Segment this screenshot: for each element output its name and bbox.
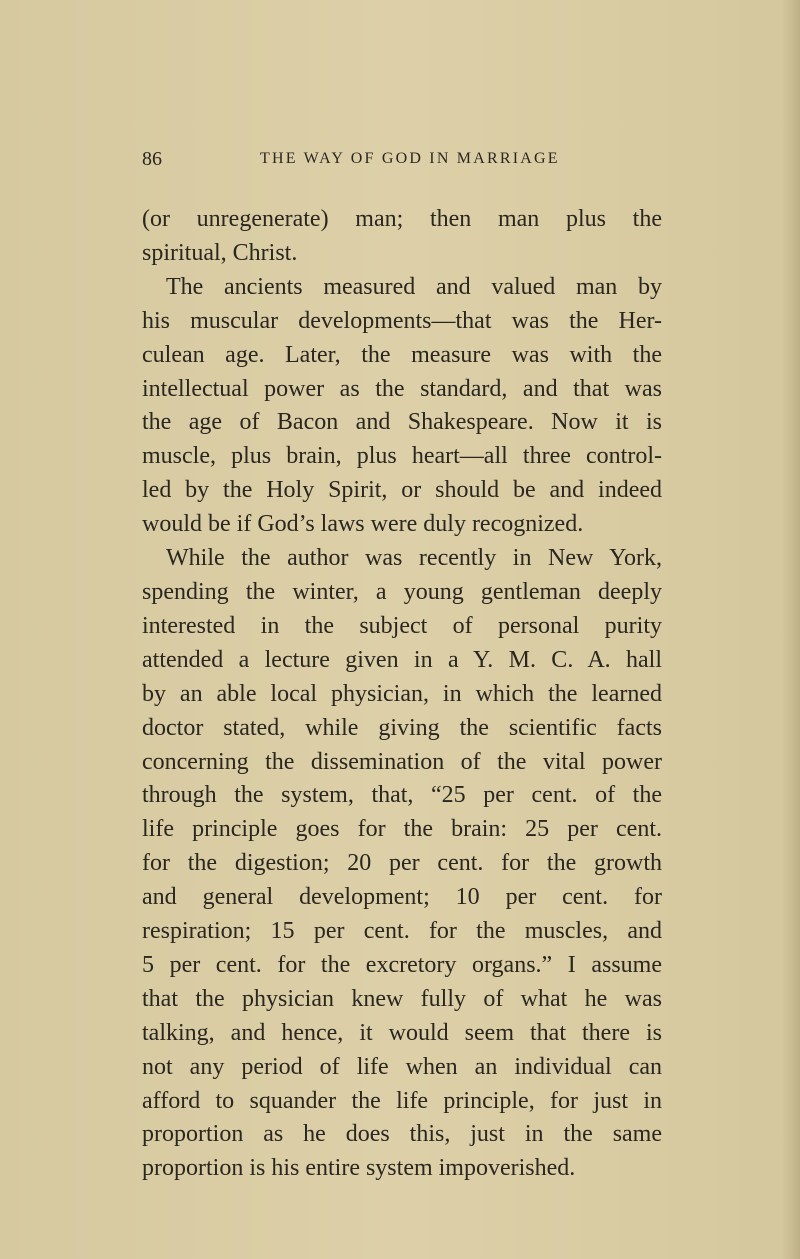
- text-line: concerning the dissemination of the vital power: [142, 748, 662, 775]
- body-text: [142, 203, 662, 1186]
- text-line: and general development; 10 per cent. for: [142, 884, 662, 911]
- text-line: not any period of life when an individual can: [142, 1053, 662, 1080]
- text-line: through the system, that, “25 per cent. of the: [142, 782, 662, 809]
- text-line: would be if God’s laws were duly recognized.: [142, 511, 584, 538]
- text-line: The ancients measured and valued man by: [166, 273, 662, 300]
- running-head: [142, 148, 672, 174]
- text-line: the age of Bacon and Shakespeare. Now it is: [142, 409, 662, 436]
- text-line: by an able local physician, in which the learned: [142, 680, 662, 707]
- text-line: for the digestion; 20 per cent. for the growth: [142, 850, 662, 877]
- text-line: led by the Holy Spirit, or should be and indeed: [142, 477, 662, 504]
- text-line: attended a lecture given in a Y. M. C. A. hall: [142, 646, 662, 673]
- text-line: proportion as he does this, just in the same: [142, 1121, 662, 1148]
- running-title: THE WAY OF GOD IN MARRIAGE: [260, 150, 560, 167]
- text-line: (or unregenerate) man; then man plus the: [142, 206, 662, 232]
- text-line: his muscular developments—that was the Her-: [142, 307, 662, 334]
- text-line: culean age. Later, the measure was with the: [142, 341, 662, 368]
- text-line: spending the winter, a young gentleman deeply: [142, 578, 662, 605]
- text-line: proportion is his entire system impoverished.: [142, 1155, 576, 1182]
- page-edge-shadow: [782, 0, 800, 1259]
- text-line: While the author was recently in New York,: [166, 545, 662, 572]
- text-line: talking, and hence, it would seem that there is: [142, 1019, 662, 1046]
- text-line: 5 per cent. for the excretory organs.” I assume: [142, 951, 662, 978]
- text-line: that the physician knew fully of what he was: [142, 985, 662, 1012]
- text-line: life principle goes for the brain: 25 per cent.: [142, 816, 662, 843]
- text-line: afford to squander the life principle, for just in: [142, 1087, 662, 1114]
- text-line: intellectual power as the standard, and that was: [142, 375, 662, 402]
- text-line: interested in the subject of personal purity: [142, 612, 662, 639]
- page-number: 86: [142, 148, 162, 170]
- text-line: doctor stated, while giving the scientific facts: [142, 714, 662, 741]
- text-line: respiration; 15 per cent. for the muscles, and: [142, 918, 662, 945]
- text-line: muscle, plus brain, plus heart—all three control-: [142, 443, 662, 470]
- text-line: spiritual, Christ.: [142, 239, 298, 266]
